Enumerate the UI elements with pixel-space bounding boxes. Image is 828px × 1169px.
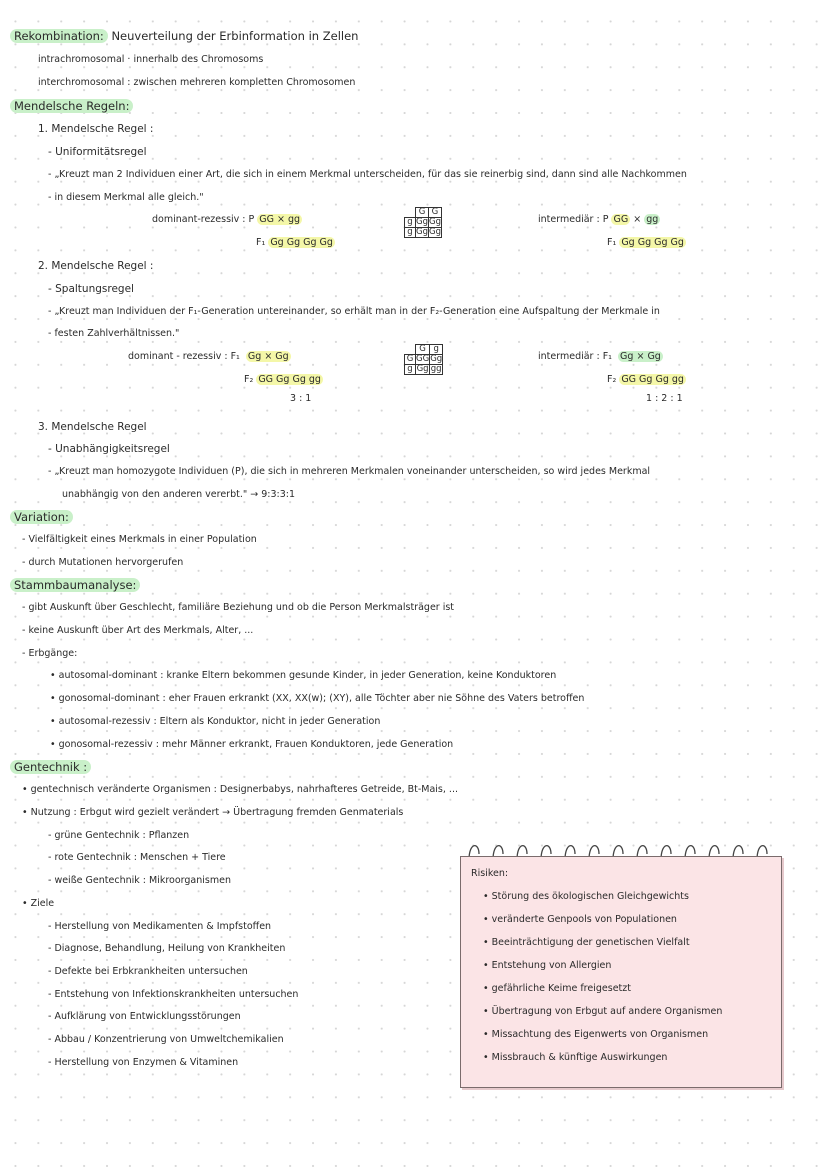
stammbaum-heading [14, 578, 140, 592]
punnett-cell: G [416, 345, 430, 355]
mendel-title: Mendelsche Regeln: [10, 99, 133, 113]
nutzung-weiss: - weiße Gentechnik : Mikroorganismen [48, 875, 231, 886]
risiken-title: Risiken: [471, 868, 509, 879]
rule1-int-f1-values: Gg Gg Gg Gg [621, 237, 684, 248]
ziel-1: - Herstellung von Medikamenten & Impfstoffen [48, 921, 272, 932]
rule1-int-parent1: GG [613, 214, 629, 225]
stammbaum-item-3: - Erbgänge: [22, 648, 78, 659]
rule1-int-f1-label: F₁ [607, 237, 617, 248]
rule2-dominant [128, 350, 291, 364]
gentechnik-heading [14, 760, 91, 774]
rule2-title: 2. Mendelsche Regel : [38, 260, 154, 272]
rule2-int-f2: GG Gg Gg gg [621, 374, 684, 385]
rule1-dom-f1-values: Gg Gg Gg Gg [270, 237, 333, 248]
rule2-int-f1: Gg × Gg [620, 351, 661, 362]
rekombination-heading [14, 29, 358, 43]
rule1-int-f1 [607, 236, 686, 250]
mendel-heading [14, 99, 133, 113]
risiko-6: • Übertragung von Erbgut auf andere Organismen [483, 1006, 723, 1017]
rule1-quote-line2: - in diesem Merkmal alle gleich." [48, 192, 204, 203]
punnett-cell: GG [416, 354, 430, 364]
punnett-cell: g [405, 218, 416, 228]
risiken-notepad [460, 856, 782, 1088]
rule1-int-cross: × [633, 214, 642, 225]
risiko-7: • Missachtung des Eigenwerts von Organismen [483, 1029, 709, 1040]
rule2-quote-line1: - „Kreuzt man Individuen der F₁-Generation untereinander, so erhält man in der F₂-Generation eine Aufspaltung der Merkmale in [48, 306, 660, 317]
rule1-intermediate [538, 213, 660, 227]
ziele-title: • Ziele [22, 898, 55, 909]
punnett-cell: Gg [428, 217, 441, 227]
punnett-cell: g [430, 345, 443, 355]
rekombination-definition: Neuverteilung der Erbinformation in Zellen [111, 29, 359, 43]
rule3-quote-line2: unabhängig von den anderen vererbt." → 9:3:3:1 [62, 489, 296, 500]
rule1-dominant [152, 213, 302, 227]
variation-item-2: - durch Mutationen hervorgerufen [22, 557, 184, 568]
rule3-title: 3. Mendelsche Regel [38, 421, 147, 433]
rule2-int-ratio: 1 : 2 : 1 [646, 393, 683, 404]
punnett-cell: Gg [416, 364, 429, 374]
rule1-dom-f1 [256, 236, 335, 250]
ziel-2: - Diagnose, Behandlung, Heilung von Krankheiten [48, 943, 286, 954]
rule2-intermediate [538, 350, 663, 364]
gentechnik-title: Gentechnik : [10, 760, 91, 774]
rule2-dom-ratio: 3 : 1 [290, 393, 312, 404]
stammbaum-item-2: - keine Auskunft über Art des Merkmals, Alter, ... [22, 625, 254, 636]
rule2-dom-f2-label: F₂ [244, 374, 254, 385]
ziel-6: - Abbau / Konzentrierung von Umweltchemikalien [48, 1034, 284, 1045]
variation-item-1: - Vielfältigkeit eines Merkmals in einer Population [22, 534, 257, 545]
rule1-punnett-square [404, 207, 442, 238]
erbgang-1: • autosomal-dominant : kranke Eltern bekommen gesunde Kinder, in jeder Generation, keine Konduktoren [50, 670, 557, 681]
erbgang-3: • autosomal-rezessiv : Eltern als Konduktor, nicht in jeder Generation [50, 716, 381, 727]
ziel-5: - Aufklärung von Entwicklungsstörungen [48, 1011, 241, 1022]
stammbaum-title: Stammbaumanalyse: [10, 578, 140, 592]
punnett-cell [405, 208, 416, 218]
punnett-cell: g [405, 228, 416, 238]
rekombination-title: Rekombination: [10, 29, 108, 43]
ziel-7: - Herstellung von Enzymen & Vitaminen [48, 1057, 239, 1068]
variation-heading [14, 510, 73, 524]
risiko-5: • gefährliche Keime freigesetzt [483, 983, 631, 994]
rule2-int-f2-label: F₂ [607, 374, 617, 385]
variation-title: Variation: [10, 510, 73, 524]
nutzung-gruen: - grüne Gentechnik : Pflanzen [48, 830, 190, 841]
risiko-8: • Missbrauch & künftige Auswirkungen [483, 1052, 668, 1063]
punnett-cell: G [405, 355, 416, 365]
rule1-title: 1. Mendelsche Regel : [38, 123, 154, 135]
rule2-dom-label: dominant - rezessiv : [128, 351, 228, 362]
rule1-dom-parents: GG × gg [259, 214, 301, 225]
intrachromosomal-line: intrachromosomal · innerhalb des Chromosoms [38, 54, 264, 65]
nutzung-rot: - rote Gentechnik : Menschen + Tiere [48, 852, 226, 863]
punnett-cell: Gg [430, 354, 443, 364]
rule2-dom-f2: GG Gg Gg gg [258, 374, 321, 385]
rule2-int-label: intermediär : [538, 351, 600, 362]
punnett-cell: Gg [416, 217, 428, 227]
risiko-2: • veränderte Genpools von Populationen [483, 914, 677, 925]
ziel-4: - Entstehung von Infektionskrankheiten untersuchen [48, 989, 299, 1000]
punnett-cell: G [428, 208, 441, 218]
rule2-name: - Spaltungsregel [48, 283, 134, 295]
rule2-dom-f2-line [244, 373, 323, 387]
risiko-3: • Beeinträchtigung der genetischen Vielfalt [483, 937, 690, 948]
rule1-int-parent2: gg [646, 214, 659, 225]
rule1-int-label: intermediär : P [538, 214, 609, 225]
rule2-dom-f1-label: F₁ [230, 351, 240, 362]
gentechnik-item-2: • Nutzung : Erbgut wird gezielt verändert → Übertragung fremden Genmaterials [22, 807, 404, 818]
risiko-4: • Entstehung von Allergien [483, 960, 612, 971]
rule3-quote-line1: - „Kreuzt man homozygote Individuen (P), die sich in mehreren Merkmalen voneinander unterscheiden, so wird jedes Merkmal [48, 466, 651, 477]
rule2-dom-f1: Gg × Gg [247, 351, 289, 362]
rule2-quote-line2: - festen Zahlverhältnissen." [48, 328, 180, 339]
rule3-name: - Unabhängigkeitsregel [48, 443, 170, 455]
punnett-cell: g [405, 365, 416, 375]
punnett-cell: G [416, 208, 429, 218]
rule2-int-f1-label: F₁ [602, 351, 612, 362]
stammbaum-item-1: - gibt Auskunft über Geschlecht, familiäre Beziehung und ob die Person Merkmalsträger ist [22, 602, 455, 613]
interchromosomal-line: interchromosomal : zwischen mehreren kompletten Chromosomen [38, 77, 356, 88]
risiko-1: • Störung des ökologischen Gleichgewichts [483, 891, 689, 902]
punnett-cell: Gg [416, 227, 428, 237]
ziel-3: - Defekte bei Erbkrankheiten untersuchen [48, 966, 248, 977]
punnett-cell: gg [430, 364, 442, 374]
rule2-int-f2-line [607, 373, 686, 387]
punnett-cell [405, 345, 416, 355]
erbgang-2: • gonosomal-dominant : eher Frauen erkrankt (XX, XX(w); (XY), alle Töchter aber nie Söhne des Vaters betroffen [50, 693, 585, 704]
rule1-dom-f1-label: F₁ [256, 237, 266, 248]
rule1-name: - Uniformitätsregel [48, 146, 147, 158]
erbgang-4: • gonosomal-rezessiv : mehr Männer erkrankt, Frauen Konduktoren, jede Generation [50, 739, 454, 750]
rule2-punnett-square [404, 344, 443, 375]
gentechnik-item-1: • gentechnisch veränderte Organismen : Designerbabys, nahrhafteres Getreide, Bt-Mais, ... [22, 784, 458, 795]
rule1-dom-label: dominant-rezessiv : P [152, 214, 255, 225]
rule1-quote-line1: - „Kreuzt man 2 Individuen einer Art, die sich in einem Merkmal unterscheiden, für das sie reinerbig sind, dann sind alle Nachkommen [48, 169, 687, 180]
punnett-cell: Gg [428, 227, 441, 237]
